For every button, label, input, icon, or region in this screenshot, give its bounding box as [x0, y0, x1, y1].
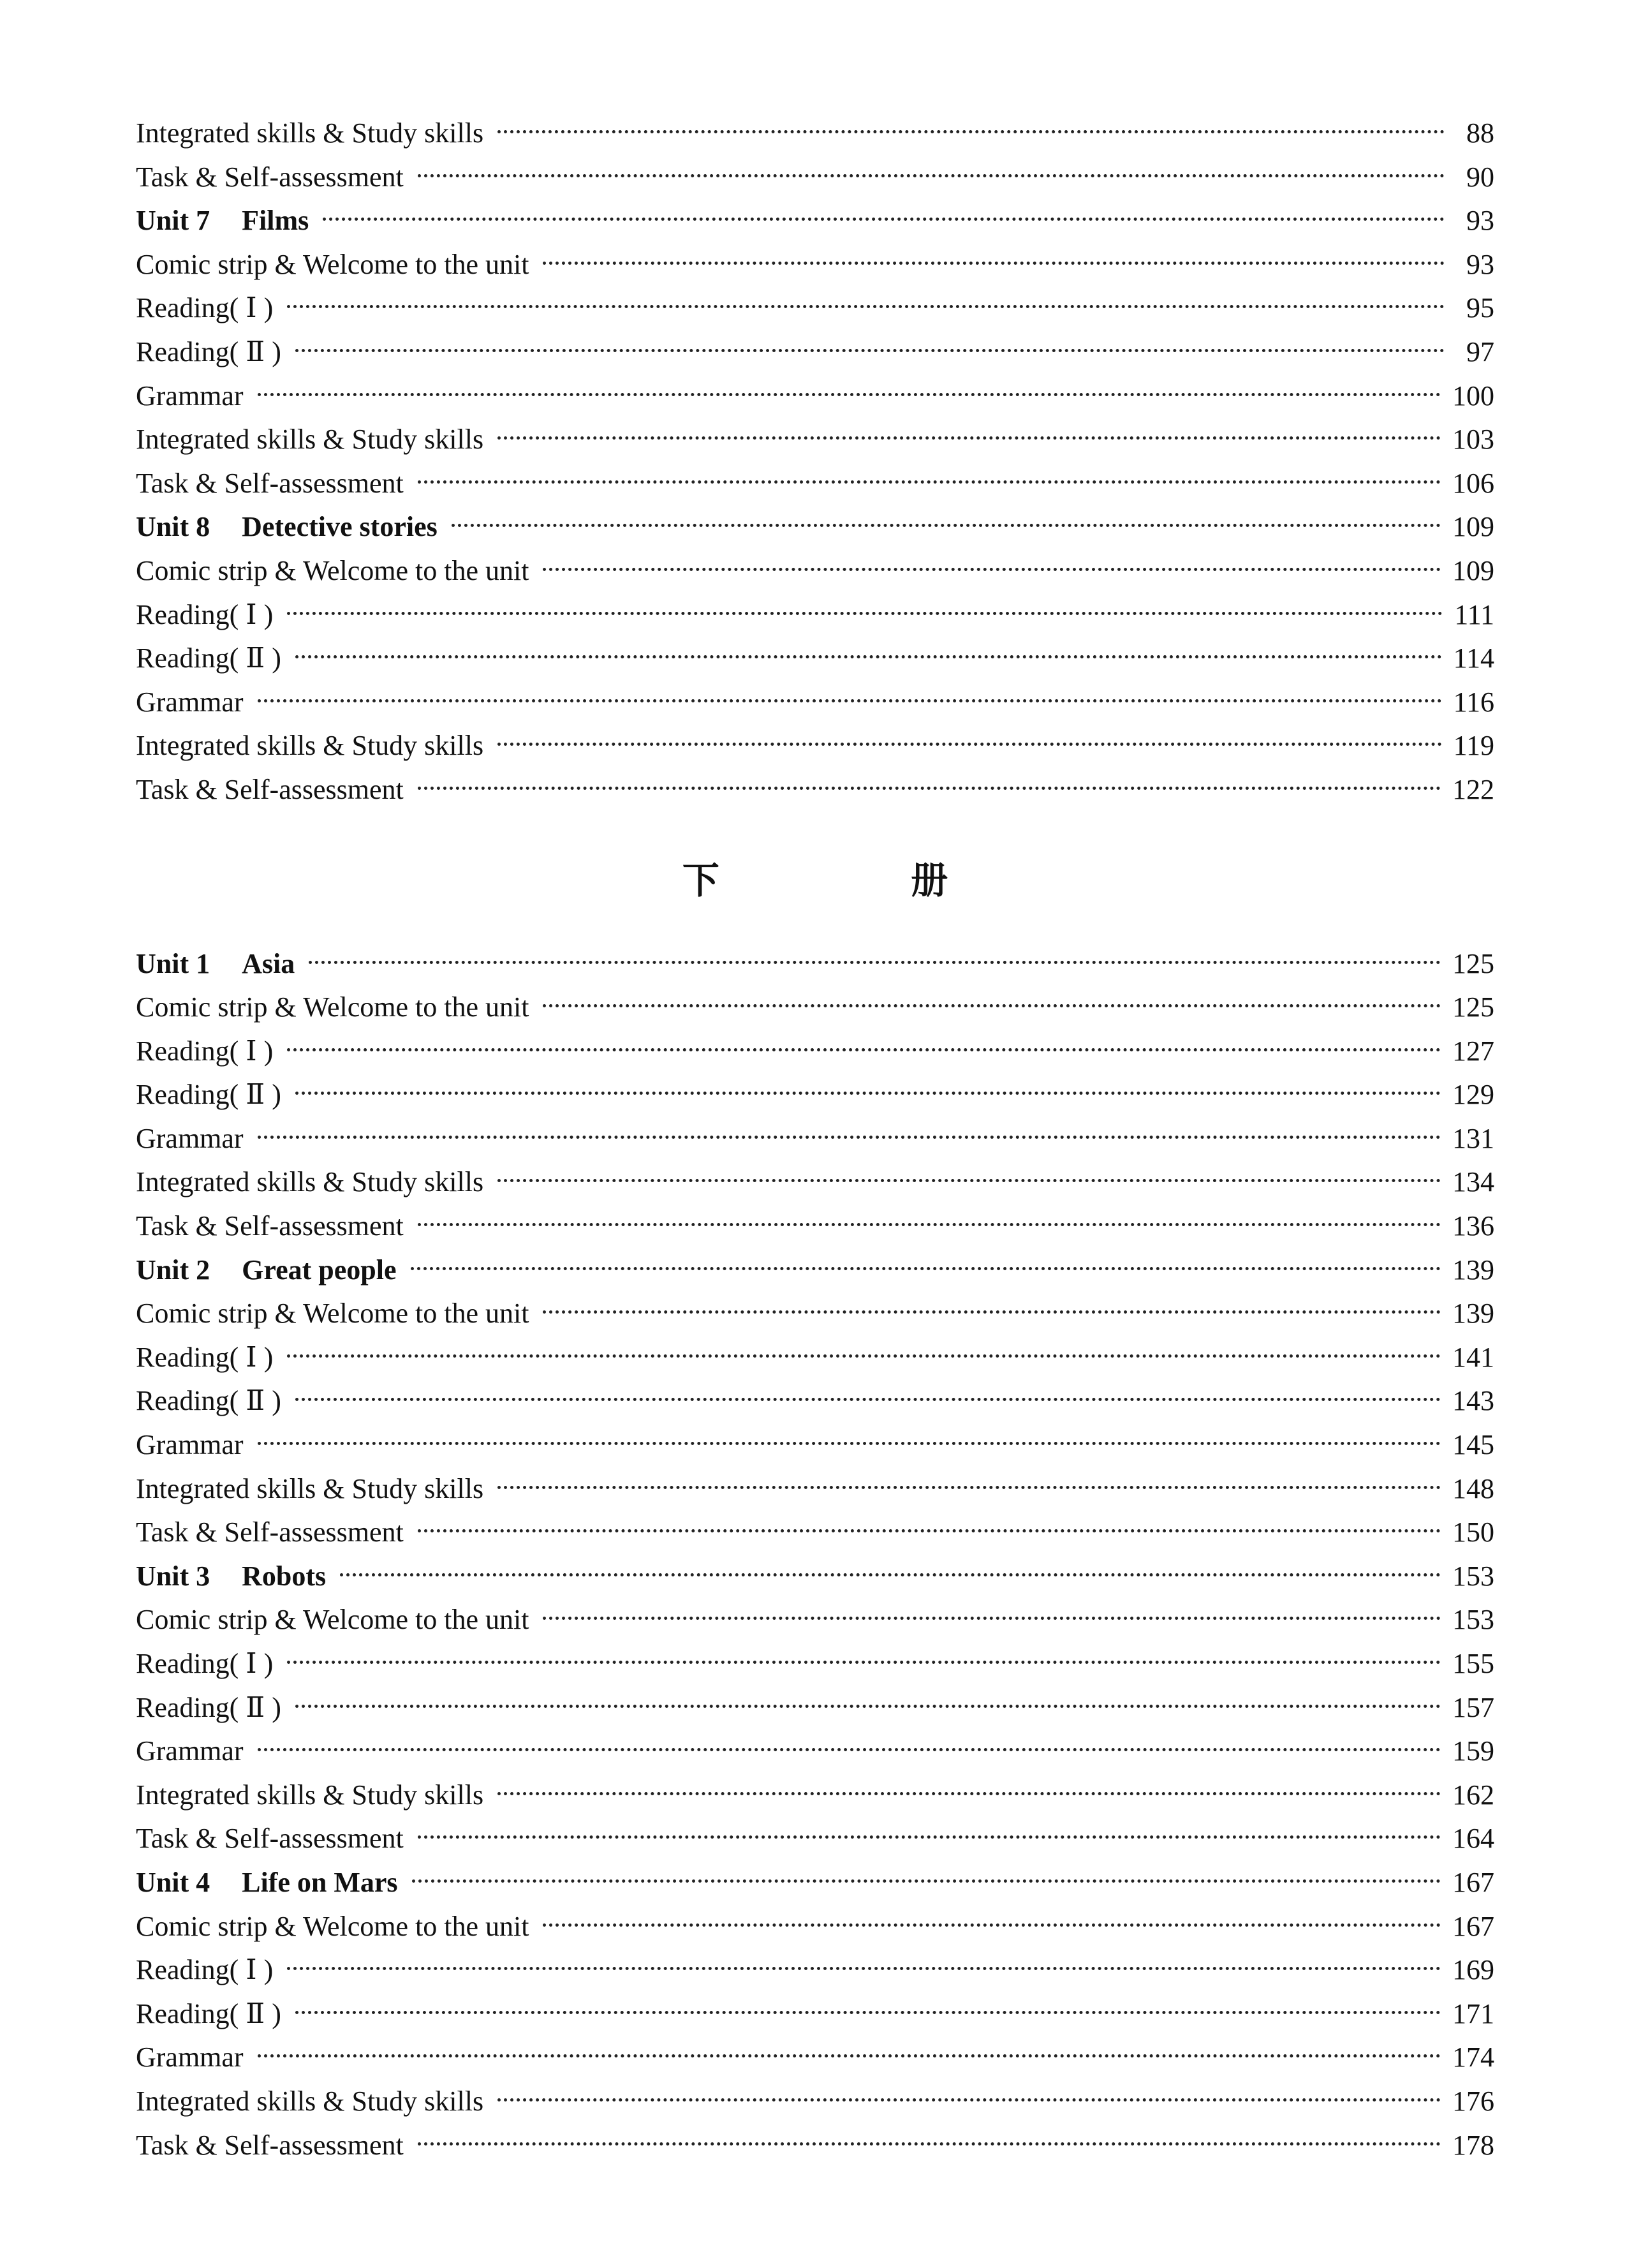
toc-dot-leader	[543, 1310, 1441, 1314]
toc-page-number: 169	[1452, 1954, 1494, 1986]
toc-entry-label: Task & Self-assessment	[136, 1210, 404, 1242]
toc-page-number: 127	[1452, 1035, 1494, 1067]
toc-dot-leader	[497, 1486, 1441, 1489]
toc-unit-row	[136, 942, 1494, 986]
toc-dot-leader	[418, 2142, 1441, 2146]
toc-dot-leader	[287, 1048, 1441, 1051]
toc-unit-row	[136, 1249, 1494, 1293]
toc-unit-label	[136, 1249, 397, 1293]
toc-entry-row	[136, 637, 1494, 681]
toc-entry-row	[136, 1817, 1494, 1861]
toc-page-number: 103	[1452, 424, 1494, 456]
toc-entry-label: Integrated skills & Study skills	[136, 1166, 484, 1198]
toc-dot-leader	[295, 1705, 1441, 1708]
toc-page-number: 93	[1466, 248, 1494, 280]
toc-block-second	[136, 942, 1494, 2168]
toc-page-number: 155	[1452, 1648, 1494, 1679]
toc-page-number: 139	[1452, 1254, 1494, 1286]
toc-unit-row	[136, 1861, 1494, 1905]
toc-dot-leader	[295, 655, 1442, 658]
toc-entry-label: Task & Self-assessment	[136, 161, 404, 193]
toc-unit-row	[136, 199, 1494, 243]
toc-entry-label: Grammar	[136, 380, 244, 411]
toc-page-number: 119	[1453, 730, 1494, 762]
toc-dot-leader	[497, 743, 1442, 746]
toc-entry-row	[136, 1204, 1494, 1249]
toc-entry-label: Comic strip & Welcome to the unit	[136, 1910, 529, 1942]
toc-dot-leader	[418, 787, 1441, 790]
toc-page-number: 125	[1452, 947, 1494, 979]
toc-entry-row	[136, 724, 1494, 768]
toc-entry-label: Integrated skills & Study skills	[136, 1779, 484, 1811]
toc-dot-leader	[258, 699, 1442, 702]
toc-page-number: 100	[1452, 380, 1494, 411]
toc-page-number: 106	[1452, 467, 1494, 499]
toc-unit-title: Asia	[242, 947, 295, 979]
toc-entry-label: Task & Self-assessment	[136, 773, 404, 805]
toc-entry-row	[136, 1948, 1494, 1992]
toc-page-number: 162	[1452, 1779, 1494, 1811]
toc-page-number: 148	[1452, 1472, 1494, 1504]
toc-entry-label: Grammar	[136, 1735, 244, 1767]
toc-entry-row	[136, 462, 1494, 506]
toc-unit-number: Unit 2	[136, 1254, 210, 1286]
toc-page-number: 176	[1452, 2085, 1494, 2117]
toc-entry-row	[136, 1292, 1494, 1336]
toc-dot-leader	[411, 1267, 1441, 1270]
toc-dot-leader	[418, 1223, 1441, 1226]
volume-heading: 下 册	[682, 858, 1038, 902]
toc-page-number: 116	[1453, 686, 1494, 718]
toc-page-number: 139	[1452, 1298, 1494, 1330]
table-of-contents	[136, 112, 1494, 2167]
toc-dot-leader	[258, 1748, 1441, 1751]
toc-page-number: 167	[1452, 1866, 1494, 1898]
toc-entry-label: Integrated skills & Study skills	[136, 730, 484, 762]
toc-entry-label: Reading( Ⅰ )	[136, 598, 274, 630]
toc-entry-row	[136, 549, 1494, 593]
toc-entry-row	[136, 374, 1494, 419]
toc-dot-leader	[323, 218, 1445, 221]
toc-page-number: 90	[1466, 161, 1494, 193]
toc-entry-row	[136, 2036, 1494, 2080]
toc-entry-row	[136, 1467, 1494, 1511]
toc-unit-title: Films	[242, 205, 309, 237]
toc-entry-label: Reading( Ⅰ )	[136, 1648, 274, 1679]
toc-dot-leader	[295, 1398, 1441, 1401]
toc-entry-row	[136, 1336, 1494, 1380]
toc-dot-leader	[412, 1879, 1441, 1883]
toc-entry-label: Reading( Ⅰ )	[136, 1954, 274, 1986]
toc-unit-label	[136, 1555, 326, 1599]
toc-dot-leader	[497, 436, 1441, 440]
toc-dot-leader	[497, 2098, 1441, 2101]
toc-dot-leader	[295, 349, 1445, 352]
toc-dot-leader	[258, 1136, 1441, 1139]
toc-unit-number: Unit 4	[136, 1866, 210, 1898]
toc-entry-label: Comic strip & Welcome to the unit	[136, 1604, 529, 1636]
toc-unit-number: Unit 3	[136, 1560, 210, 1592]
toc-page-number: 125	[1452, 991, 1494, 1023]
toc-entry-label: Reading( Ⅱ )	[136, 1691, 281, 1723]
toc-entry-row	[136, 330, 1494, 374]
toc-unit-title: Robots	[242, 1560, 327, 1592]
toc-page-number: 167	[1452, 1910, 1494, 1942]
toc-dot-leader	[418, 1835, 1441, 1839]
toc-entry-label: Integrated skills & Study skills	[136, 2085, 484, 2117]
toc-entry-label: Integrated skills & Study skills	[136, 117, 484, 149]
toc-entry-row	[136, 1905, 1494, 1949]
toc-entry-row	[136, 1030, 1494, 1074]
toc-entry-row	[136, 1160, 1494, 1204]
toc-block-first	[136, 112, 1494, 812]
toc-entry-label: Comic strip & Welcome to the unit	[136, 248, 529, 280]
toc-dot-leader	[418, 174, 1445, 177]
toc-entry-label: Grammar	[136, 2042, 244, 2073]
toc-page-number: 131	[1452, 1122, 1494, 1154]
toc-unit-number: Unit 1	[136, 947, 210, 979]
toc-entry-label: Grammar	[136, 1429, 244, 1461]
toc-entry-row	[136, 156, 1494, 200]
toc-dot-leader	[287, 305, 1445, 308]
toc-dot-leader	[452, 524, 1441, 527]
toc-entry-row	[136, 681, 1494, 725]
toc-entry-label: Reading( Ⅰ )	[136, 1035, 274, 1067]
toc-page-number: 143	[1452, 1385, 1494, 1417]
toc-entry-label: Reading( Ⅱ )	[136, 336, 281, 367]
toc-unit-number: Unit 8	[136, 511, 210, 543]
toc-page-number: 109	[1452, 511, 1494, 543]
toc-entry-row	[136, 2124, 1494, 2168]
toc-entry-label: Task & Self-assessment	[136, 467, 404, 499]
toc-page-number: 153	[1452, 1604, 1494, 1636]
toc-unit-row	[136, 1555, 1494, 1599]
toc-dot-leader	[543, 262, 1445, 265]
toc-entry-row	[136, 593, 1494, 637]
toc-dot-leader	[287, 612, 1443, 615]
toc-entry-label: Task & Self-assessment	[136, 1823, 404, 1855]
toc-page-number: 111	[1454, 598, 1494, 630]
toc-entry-row	[136, 1774, 1494, 1818]
toc-entry-label: Reading( Ⅱ )	[136, 1385, 281, 1417]
toc-page-number: 164	[1452, 1823, 1494, 1855]
toc-entry-row	[136, 2080, 1494, 2124]
toc-dot-leader	[258, 2054, 1441, 2057]
toc-page-number: 141	[1452, 1341, 1494, 1373]
toc-entry-row	[136, 1598, 1494, 1642]
toc-page-number: 114	[1453, 642, 1494, 674]
toc-entry-label: Reading( Ⅰ )	[136, 292, 274, 324]
toc-entry-row	[136, 768, 1494, 812]
toc-dot-leader	[543, 1617, 1441, 1620]
toc-dot-leader	[543, 568, 1441, 571]
toc-entry-label: Task & Self-assessment	[136, 1516, 404, 1548]
toc-page-number: 174	[1452, 2042, 1494, 2073]
toc-entry-label: Comic strip & Welcome to the unit	[136, 554, 529, 586]
toc-page-number: 134	[1452, 1166, 1494, 1198]
toc-page-number: 159	[1452, 1735, 1494, 1767]
toc-entry-row	[136, 1423, 1494, 1467]
toc-dot-leader	[543, 1004, 1441, 1007]
toc-page-number: 95	[1466, 292, 1494, 324]
toc-entry-label: Integrated skills & Study skills	[136, 424, 484, 456]
toc-unit-label	[136, 505, 438, 549]
toc-entry-label: Reading( Ⅱ )	[136, 1997, 281, 2029]
toc-dot-leader	[287, 1967, 1441, 1970]
toc-page-number: 88	[1466, 117, 1494, 149]
toc-entry-label: Comic strip & Welcome to the unit	[136, 991, 529, 1023]
toc-entry-row	[136, 418, 1494, 462]
toc-unit-row	[136, 505, 1494, 549]
toc-dot-leader	[295, 2011, 1441, 2014]
toc-entry-label: Task & Self-assessment	[136, 2129, 404, 2161]
toc-dot-leader	[543, 1923, 1441, 1927]
toc-dot-leader	[497, 1792, 1441, 1795]
toc-page-number: 129	[1452, 1079, 1494, 1111]
toc-dot-leader	[418, 480, 1441, 484]
toc-dot-leader	[309, 961, 1441, 964]
toc-entry-label: Integrated skills & Study skills	[136, 1472, 484, 1504]
toc-entry-label: Reading( Ⅱ )	[136, 1079, 281, 1111]
toc-dot-leader	[258, 1442, 1441, 1445]
toc-entry-row	[136, 1686, 1494, 1730]
toc-dot-leader	[258, 393, 1441, 396]
toc-page-number: 109	[1452, 554, 1494, 586]
toc-dot-leader	[340, 1573, 1441, 1576]
toc-entry-row	[136, 1730, 1494, 1774]
toc-dot-leader	[287, 1354, 1441, 1358]
toc-unit-label	[136, 199, 309, 243]
toc-page-number: 178	[1452, 2129, 1494, 2161]
toc-entry-row	[136, 1992, 1494, 2036]
toc-entry-row	[136, 286, 1494, 330]
toc-entry-label: Grammar	[136, 1122, 244, 1154]
toc-entry-label: Reading( Ⅰ )	[136, 1341, 274, 1373]
toc-page-number: 171	[1452, 1997, 1494, 2029]
toc-unit-title: Detective stories	[242, 511, 438, 543]
toc-entry-label: Comic strip & Welcome to the unit	[136, 1298, 529, 1330]
toc-entry-label: Reading( Ⅱ )	[136, 642, 281, 674]
toc-dot-leader	[497, 130, 1445, 133]
toc-entry-label: Grammar	[136, 686, 244, 718]
toc-entry-row	[136, 1379, 1494, 1423]
toc-unit-label	[136, 1861, 398, 1905]
toc-dot-leader	[295, 1092, 1441, 1095]
toc-page-number: 157	[1452, 1691, 1494, 1723]
toc-page-number: 150	[1452, 1516, 1494, 1548]
toc-unit-label	[136, 942, 295, 986]
toc-page-number: 122	[1452, 773, 1494, 805]
toc-entry-row	[136, 1073, 1494, 1117]
toc-page-number: 136	[1452, 1210, 1494, 1242]
toc-page-number: 93	[1466, 205, 1494, 237]
toc-page-number: 97	[1466, 336, 1494, 367]
toc-page-number: 145	[1452, 1429, 1494, 1461]
toc-entry-row	[136, 986, 1494, 1030]
toc-entry-row	[136, 1117, 1494, 1161]
toc-unit-number: Unit 7	[136, 205, 210, 237]
toc-dot-leader	[287, 1661, 1441, 1664]
toc-dot-leader	[497, 1179, 1441, 1182]
toc-entry-row	[136, 1511, 1494, 1555]
toc-dot-leader	[418, 1529, 1441, 1532]
toc-entry-row	[136, 112, 1494, 156]
toc-unit-title: Life on Mars	[242, 1866, 398, 1898]
toc-entry-row	[136, 243, 1494, 287]
toc-unit-title: Great people	[242, 1254, 397, 1286]
toc-entry-row	[136, 1642, 1494, 1686]
toc-page-number: 153	[1452, 1560, 1494, 1592]
